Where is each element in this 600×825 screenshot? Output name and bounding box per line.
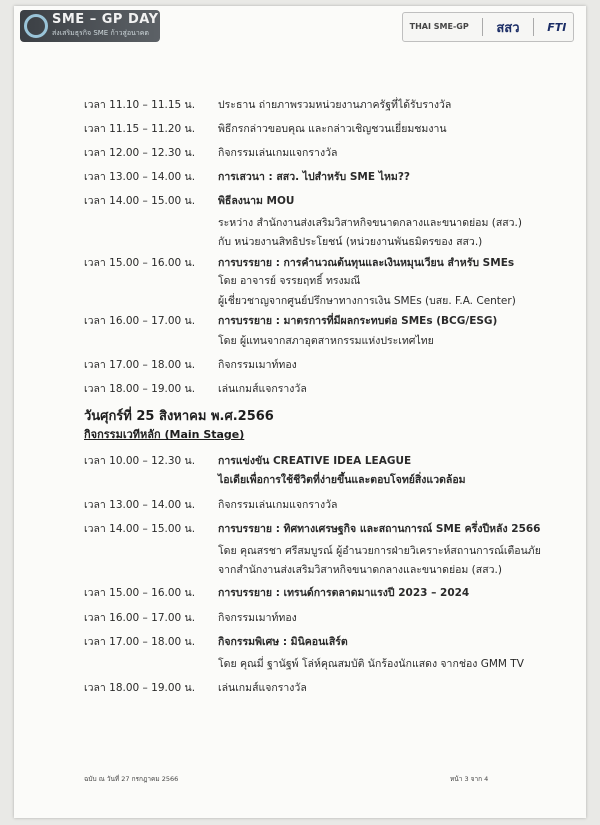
- time-label: เวลา 16.00 – 17.00 น.: [84, 315, 196, 327]
- footer-date: ฉบับ ณ วันที่ 27 กรกฎาคม 2566: [84, 775, 179, 783]
- divider: [482, 18, 483, 36]
- activity-label: กิจกรรมเมาท์ทอง: [218, 612, 297, 624]
- time-label: เวลา 16.00 – 17.00 น.: [84, 612, 196, 624]
- activity-label: พิธีกรกล่าวขอบคุณ และกล่าวเชิญชวนเยี่ยมชมงาน: [218, 123, 447, 135]
- sme-gp-day-logo: [20, 10, 160, 42]
- partner-logos: [402, 12, 574, 42]
- activity-label: การบรรยาย : เทรนด์การตลาดมาแรงปี 2023 – 2024: [218, 587, 470, 599]
- activity-label: พิธีลงนาม MOU: [218, 195, 295, 207]
- logo-subtitle: ส่งเสริมธุรกิจ SME ก้าวสู่อนาคต: [52, 29, 149, 37]
- time-label: เวลา 12.00 – 12.30 น.: [84, 147, 196, 159]
- activity-label: กิจกรรมเล่นเกมแจกรางวัล: [218, 147, 338, 159]
- header-banner: [14, 6, 586, 48]
- mou-party-2: กับ หน่วยงานสิทธิประโยชน์ (หน่วยงานพันธมิตรของ สสว.): [218, 236, 483, 248]
- time-label: เวลา 17.00 – 18.00 น.: [84, 359, 196, 371]
- activity-label: กิจกรรมพิเศษ : มินิคอนเสิร์ต: [218, 636, 348, 648]
- footer-page-number: หน้า 3 จาก 4: [450, 775, 489, 783]
- time-label: เวลา 10.00 – 12.30 น.: [84, 455, 196, 467]
- time-label: เวลา 11.15 – 11.20 น.: [84, 123, 196, 135]
- time-label: เวลา 17.00 – 18.00 น.: [84, 636, 196, 648]
- osmep-logo: สสว: [496, 20, 520, 36]
- activity-label: เล่นเกมส์แจกรางวัล: [218, 682, 307, 694]
- activity-label: การบรรยาย : ทิศทางเศรษฐกิจ และสถานการณ์ SME ครึ่งปีหลัง 2566: [218, 523, 541, 535]
- activity-label: เล่นเกมส์แจกรางวัล: [218, 383, 307, 395]
- time-label: เวลา 18.00 – 19.00 น.: [84, 383, 196, 395]
- time-label: เวลา 15.00 – 16.00 น.: [84, 587, 196, 599]
- speaker-name: โดย คุณสรชา ศรีสมบูรณ์ ผู้อำนวยการฝ่ายวิเคราะห์สถานการณ์เตือนภัย: [218, 545, 541, 557]
- time-label: เวลา 11.10 – 11.15 น.: [84, 99, 196, 111]
- day-heading: วันศุกร์ที่ 25 สิงหาคม พ.ศ.2566: [84, 409, 274, 424]
- activity-label: ประธาน ถ่ายภาพรวมหน่วยงานภาครัฐที่ได้รับรางวัล: [218, 99, 452, 111]
- time-label: เวลา 14.00 – 15.00 น.: [84, 523, 196, 535]
- time-label: เวลา 13.00 – 14.00 น.: [84, 171, 196, 183]
- activity-subtitle: ไอเดียเพื่อการใช้ชีวิตที่ง่ายขึ้นและตอบโจทย์สิ่งแวดล้อม: [218, 474, 466, 486]
- activity-label: การบรรยาย : มาตรการที่มีผลกระทบต่อ SMEs (BCG/ESG): [218, 315, 498, 327]
- fti-logo: FTI: [547, 20, 567, 34]
- logo-title: SME – GP DAY: [52, 12, 159, 27]
- performer-name: โดย คุณมี่ ฐานัฐพ์ โล่ห์คุณสมบัติ นักร้องนักแสดง จากช่อง GMM TV: [218, 658, 524, 670]
- activity-label: การบรรยาย : การคำนวณต้นทุนและเงินหมุนเวียน สำหรับ SMEs: [218, 257, 515, 269]
- activity-label: การแข่งขัน CREATIVE IDEA LEAGUE: [218, 455, 412, 467]
- activity-label: กิจกรรมเมาท์ทอง: [218, 359, 297, 371]
- mou-party-1: ระหว่าง สำนักงานส่งเสริมวิสาหกิจขนาดกลางและขนาดย่อม (สสว.): [218, 217, 522, 229]
- speaker-name: โดย อาจารย์ จรรยฤทธิ์ ทรงมณี: [218, 275, 361, 287]
- thai-sme-gp-logo: THAI SME-GP: [409, 22, 469, 31]
- swirl-icon: [24, 14, 48, 38]
- activity-label: การเสวนา : สสว. ไปสำหรับ SME ไหม??: [218, 171, 411, 183]
- speaker-affiliation: จากสำนักงานส่งเสริมวิสาหกิจขนาดกลางและขนาดย่อม (สสว.): [218, 564, 502, 576]
- document-page: [14, 6, 586, 818]
- activity-label: กิจกรรมเล่นเกมแจกรางวัล: [218, 499, 338, 511]
- stage-heading: กิจกรรมเวทีหลัก (Main Stage): [84, 428, 245, 441]
- time-label: เวลา 14.00 – 15.00 น.: [84, 195, 196, 207]
- time-label: เวลา 13.00 – 14.00 น.: [84, 499, 196, 511]
- divider: [533, 18, 534, 36]
- speaker-affiliation: ผู้เชี่ยวชาญจากศูนย์ปรึกษาทางการเงิน SMEs (บสย. F.A. Center): [218, 295, 516, 307]
- time-label: เวลา 18.00 – 19.00 น.: [84, 682, 196, 694]
- time-label: เวลา 15.00 – 16.00 น.: [84, 257, 196, 269]
- speaker-name: โดย ผู้แทนจากสภาอุตสาหกรรมแห่งประเทศไทย: [218, 335, 434, 347]
